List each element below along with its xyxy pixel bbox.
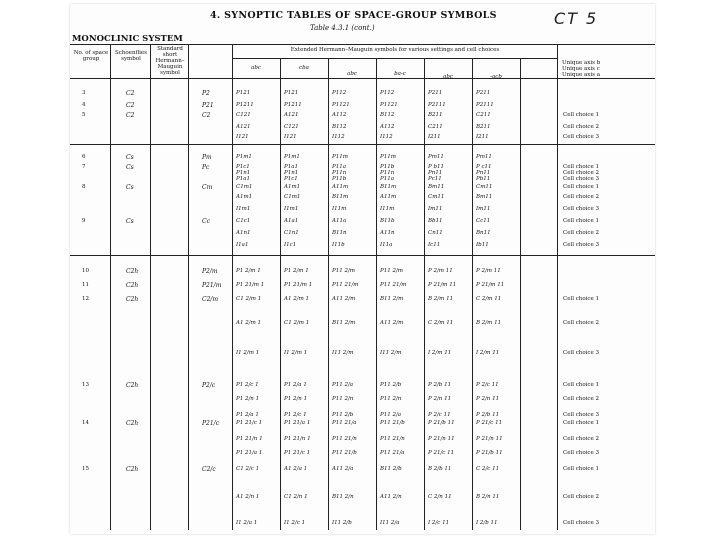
hm-symbol-cell: P11 21/n — [380, 436, 405, 442]
setting-header: abc — [443, 74, 453, 80]
cell-choice-label: Cell choice 1 — [563, 420, 600, 426]
hm-symbol-cell: Pb11 — [476, 176, 491, 182]
hm-symbol-cell: Im11 — [428, 206, 443, 212]
hm-symbol-cell: Pn11 — [428, 170, 443, 176]
hm-symbol-cell: B 2/b 11 — [428, 466, 452, 472]
hm-symbol-cell: A11 2/n — [380, 494, 402, 500]
hm-symbol-cell: P1m1 — [284, 154, 300, 160]
cell-choice-label: Cell choice 1 — [563, 112, 600, 118]
schoenflies-symbol: C2h — [126, 296, 139, 303]
hm-symbol-cell: A11n — [380, 230, 395, 236]
column-divider — [328, 58, 329, 530]
hm-symbol-cell: P1 21/m 1 — [236, 282, 265, 288]
standard-symbol: Cm — [202, 184, 213, 191]
schoenflies-symbol: Cs — [126, 154, 134, 161]
handwritten-note: CT 5 — [554, 9, 599, 28]
hm-symbol-cell: I11a — [380, 242, 393, 248]
hm-symbol-cell: P1 21/c 1 — [236, 420, 263, 426]
column-header-standard: Standard short Hermann–Mauguin symbol — [155, 46, 185, 76]
cell-choice-label: Cell choice 2 — [563, 194, 600, 200]
hm-symbol-cell: P c11 — [476, 164, 492, 170]
hm-symbol-cell: P 2/n 11 — [428, 396, 452, 402]
hm-symbol-cell: P11 21/b — [380, 420, 405, 426]
hm-symbol-cell: I1m1 — [284, 206, 299, 212]
hm-symbol-cell: Pc11 — [428, 176, 442, 182]
hm-symbol-cell: Bb11 — [428, 218, 443, 224]
hm-symbol-cell: I1 2/a 1 — [236, 520, 258, 526]
hm-symbol-cell: I11 2/a — [380, 520, 400, 526]
hm-symbol-cell: P 21/b 11 — [428, 420, 455, 426]
hm-symbol-cell: P1 21/n 1 — [284, 436, 311, 442]
hm-symbol-cell: A11 2/m — [380, 320, 404, 326]
space-group-number: 5 — [82, 112, 86, 118]
hm-symbol-cell: P1m1 — [236, 154, 252, 160]
cell-choice-label: Cell choice 1 — [563, 164, 600, 170]
hm-symbol-cell: P11a — [332, 164, 346, 170]
hm-symbol-cell: A1 2/m 1 — [284, 296, 310, 302]
unique-axis-label: Unique axis c — [562, 66, 600, 72]
hm-symbol-cell: C 2/m 11 — [476, 296, 502, 302]
schoenflies-symbol: Cs — [126, 184, 134, 191]
hm-symbol-cell: B11m — [332, 194, 349, 200]
column-divider — [424, 58, 425, 530]
hm-symbol-cell: I1 2/c 1 — [284, 520, 306, 526]
hm-symbol-cell: A1n1 — [236, 230, 251, 236]
unique-axis-label: Unique axis b — [562, 60, 601, 66]
space-group-number: 10 — [82, 268, 89, 274]
hm-symbol-cell: P1 21/a 1 — [284, 420, 311, 426]
hm-symbol-cell: A1 2/n 1 — [236, 494, 260, 500]
hm-symbol-cell: A112 — [380, 124, 395, 130]
hm-symbol-cell: B211 — [428, 112, 443, 118]
hm-symbol-cell: P 21/n 11 — [428, 436, 455, 442]
hm-symbol-cell: B11m — [380, 184, 397, 190]
standard-symbol: C2/c — [202, 466, 216, 473]
hm-symbol-cell: P11b — [380, 164, 395, 170]
cell-choice-label: Cell choice 2 — [563, 124, 600, 130]
hm-symbol-cell: P11 21/a — [332, 420, 357, 426]
hm-symbol-cell: P11n — [380, 170, 395, 176]
hm-symbol-cell: C1 2/m 1 — [284, 320, 310, 326]
hm-symbol-cell: P11n — [332, 170, 347, 176]
hm-symbol-cell: B 2/m 11 — [476, 320, 502, 326]
hm-symbol-cell: P1a1 — [284, 164, 298, 170]
cell-choice-label: Cell choice 1 — [563, 466, 600, 472]
standard-symbol: C2 — [202, 112, 211, 119]
column-divider — [280, 58, 281, 530]
column-divider — [232, 44, 233, 530]
schoenflies-symbol: C2h — [126, 466, 139, 473]
hm-symbol-cell: A1a1 — [284, 218, 299, 224]
standard-symbol: C2/m — [202, 296, 219, 303]
cell-choice-label: Cell choice 2 — [563, 230, 600, 236]
space-group-number: 14 — [82, 420, 89, 426]
hm-symbol-cell: I 2/b 11 — [476, 520, 498, 526]
hm-symbol-cell: P1 2/m 1 — [236, 268, 261, 274]
hm-symbol-cell: P 21/b 11 — [476, 450, 503, 456]
cell-choice-label: Cell choice 3 — [563, 520, 600, 526]
hm-symbol-cell: P11 21/m — [332, 282, 359, 288]
column-divider — [150, 44, 151, 530]
schoenflies-symbol: C2 — [126, 102, 135, 109]
hm-symbol-cell: P1 21/n 1 — [236, 436, 263, 442]
space-group-number: 8 — [82, 184, 86, 190]
hm-symbol-cell: A11 2/a — [332, 466, 354, 472]
hm-symbol-cell: P 2/b 11 — [428, 382, 452, 388]
hm-symbol-cell: Pm11 — [476, 154, 492, 160]
cell-choice-label: Cell choice 3 — [563, 134, 600, 140]
hm-symbol-cell: A1 2/m 1 — [236, 320, 262, 326]
hm-symbol-cell: P1c1 — [284, 176, 298, 182]
hm-symbol-cell: P2111 — [476, 102, 494, 108]
hm-symbol-cell: A11m — [332, 184, 349, 190]
cell-choice-label: Cell choice 2 — [563, 494, 600, 500]
hm-symbol-cell: P1 2/n 1 — [284, 396, 308, 402]
hm-symbol-cell: B11b — [380, 218, 395, 224]
hm-symbol-cell: B11 2/m — [380, 296, 404, 302]
space-group-number: 7 — [82, 164, 86, 170]
hm-symbol-cell: I 2/c 11 — [428, 520, 450, 526]
hm-symbol-cell: P 2/c 11 — [428, 412, 451, 418]
hm-symbol-cell: P11m — [380, 154, 396, 160]
hm-symbol-cell: Im11 — [476, 206, 491, 212]
hm-symbol-cell: A1 2/a 1 — [284, 466, 308, 472]
schoenflies-symbol: Cs — [126, 164, 134, 171]
hm-symbol-cell: P11 2/b — [332, 412, 354, 418]
column-divider — [472, 58, 473, 530]
hm-symbol-cell: P 2/c 11 — [476, 382, 499, 388]
hm-symbol-cell: I11 2/m — [380, 350, 402, 356]
schoenflies-symbol: C2h — [126, 420, 139, 427]
hm-symbol-cell: I11 2/b — [332, 520, 352, 526]
hm-symbol-cell: Cn11 — [428, 230, 443, 236]
schoenflies-symbol: Cs — [126, 218, 134, 225]
hm-symbol-cell: C1c1 — [236, 218, 251, 224]
space-group-number: 13 — [82, 382, 89, 388]
hm-symbol-cell: P1121 — [380, 102, 398, 108]
hm-symbol-cell: Cc11 — [476, 218, 491, 224]
hm-symbol-cell: P11b — [332, 176, 347, 182]
unique-axis-label: Unique axis a — [562, 72, 600, 78]
space-group-number: 4 — [82, 102, 86, 108]
hm-symbol-cell: Pn11 — [476, 170, 491, 176]
hm-symbol-cell: P11 2/m — [332, 268, 356, 274]
hm-symbol-cell: I121 — [284, 134, 297, 140]
hm-symbol-cell: I11 2/m — [332, 350, 354, 356]
hm-symbol-cell: A121 — [284, 112, 299, 118]
column-header-number: No. of space group — [73, 50, 109, 62]
hm-symbol-cell: P1 2/a 1 — [236, 412, 259, 418]
hm-symbol-cell: B11 2/n — [332, 494, 354, 500]
column-header-schoenflies: Schoenflies symbol — [114, 50, 147, 62]
cell-choice-label: Cell choice 2 — [563, 170, 600, 176]
hm-symbol-cell: I1 2/m 1 — [236, 350, 260, 356]
hm-symbol-cell: P1121 — [332, 102, 350, 108]
hm-symbol-cell: C211 — [428, 124, 443, 130]
cell-choice-label: Cell choice 3 — [563, 350, 600, 356]
hm-symbol-cell: P11a — [380, 176, 394, 182]
hm-symbol-cell: P1 2/c 1 — [284, 412, 307, 418]
hm-symbol-cell: B11 2/b — [380, 466, 402, 472]
hm-symbol-cell: Bm11 — [476, 194, 493, 200]
table-top-rule — [70, 44, 655, 45]
setting-header: ba-c — [394, 71, 406, 77]
hm-symbol-cell: P1211 — [236, 102, 254, 108]
hm-symbol-cell: P211 — [476, 90, 491, 96]
hm-symbol-cell: P1 2/m 1 — [284, 268, 309, 274]
schoenflies-symbol: C2 — [126, 90, 135, 97]
hm-symbol-cell: P1 21/c 1 — [284, 450, 311, 456]
space-group-number: 15 — [82, 466, 89, 472]
hm-symbol-cell: P11 2/n — [380, 396, 402, 402]
space-group-number: 3 — [82, 90, 86, 96]
hm-symbol-cell: P112 — [380, 90, 395, 96]
hm-symbol-cell: P 21/c 11 — [428, 450, 455, 456]
hm-symbol-cell: A1m1 — [284, 184, 301, 190]
hm-symbol-cell: I11b — [332, 242, 345, 248]
standard-symbol: P2 — [202, 90, 210, 97]
schoenflies-symbol: C2 — [126, 112, 135, 119]
system-heading: MONOCLINIC SYSTEM — [72, 34, 183, 44]
cell-choice-label: Cell choice 3 — [563, 412, 600, 418]
hm-symbol-cell: C 2/n 11 — [428, 494, 452, 500]
hm-symbol-cell: P211 — [428, 90, 443, 96]
standard-symbol: Cc — [202, 218, 210, 225]
hm-symbol-cell: I 2/m 11 — [476, 350, 500, 356]
hm-symbol-cell: P11 2/a — [332, 382, 354, 388]
section-rule — [70, 144, 655, 145]
hm-symbol-cell: Cm11 — [476, 184, 493, 190]
hm-symbol-cell: I1c1 — [284, 242, 297, 248]
hm-symbol-cell: B11n — [332, 230, 347, 236]
space-group-number: 11 — [82, 282, 89, 288]
hm-symbol-cell: C1 2/c 1 — [236, 466, 260, 472]
hm-symbol-cell: P 2/b 11 — [476, 412, 500, 418]
standard-symbol: Pc — [202, 164, 210, 171]
schoenflies-symbol: C2h — [126, 282, 139, 289]
setting-header: abc — [251, 65, 261, 71]
hm-symbol-cell: Pm11 — [428, 154, 444, 160]
hm-symbol-cell: A11 2/m — [332, 296, 356, 302]
cell-choice-label: Cell choice 1 — [563, 218, 600, 224]
hm-symbol-cell: A112 — [332, 112, 347, 118]
section-rule — [70, 255, 655, 256]
hm-symbol-cell: P1 21/a 1 — [236, 450, 263, 456]
hm-symbol-cell: P121 — [284, 90, 299, 96]
hm-symbol-cell: C1 2/m 1 — [236, 296, 262, 302]
hm-symbol-cell: P 21/n 11 — [476, 436, 503, 442]
hm-symbol-cell: I1m1 — [236, 206, 251, 212]
hm-symbol-cell: P11m — [332, 154, 348, 160]
space-group-number: 12 — [82, 296, 89, 302]
header-bottom-rule — [70, 78, 655, 79]
hm-symbol-cell: P11 2/a — [380, 412, 402, 418]
hm-symbol-cell: P1 21/m 1 — [284, 282, 313, 288]
cell-choice-label: Cell choice 2 — [563, 396, 600, 402]
cell-choice-label: Cell choice 3 — [563, 450, 600, 456]
hm-symbol-cell: P121 — [236, 90, 251, 96]
hm-symbol-cell: A11m — [380, 194, 397, 200]
hm-symbol-cell: C 2/c 11 — [476, 466, 500, 472]
page-header-title: 4. SYNOPTIC TABLES OF SPACE-GROUP SYMBOLS — [210, 10, 497, 21]
space-group-number: 6 — [82, 154, 86, 160]
standard-symbol: P2/m — [202, 268, 218, 275]
hm-symbol-cell: Bm11 — [428, 184, 445, 190]
hm-symbol-cell: P1 2/a 1 — [284, 382, 307, 388]
schoenflies-symbol: C2h — [126, 268, 139, 275]
hm-symbol-cell: I11m — [332, 206, 347, 212]
hm-symbol-cell: I211 — [428, 134, 441, 140]
hm-symbol-cell: C1 2/n 1 — [284, 494, 308, 500]
column-divider — [520, 58, 521, 530]
column-divider — [188, 44, 189, 530]
hm-symbol-cell: I211 — [476, 134, 489, 140]
standard-symbol: P21/m — [202, 282, 222, 289]
hm-symbol-cell: P11 2/m — [380, 268, 404, 274]
hm-symbol-cell: C1n1 — [284, 230, 299, 236]
extended-header-rule — [232, 58, 557, 59]
hm-symbol-cell: P 2/n 11 — [476, 396, 500, 402]
space-group-number: 9 — [82, 218, 86, 224]
column-divider — [110, 44, 111, 530]
column-divider — [557, 44, 558, 530]
hm-symbol-cell: A121 — [236, 124, 251, 130]
standard-symbol: P21/c — [202, 420, 220, 427]
hm-symbol-cell: P1a1 — [236, 176, 250, 182]
hm-symbol-cell: P11 21/b — [332, 450, 357, 456]
hm-symbol-cell: B112 — [332, 124, 347, 130]
hm-symbol-cell: B211 — [476, 124, 491, 130]
hm-symbol-cell: I11m — [380, 206, 395, 212]
hm-symbol-cell: C1m1 — [284, 194, 301, 200]
hm-symbol-cell: C121 — [236, 112, 251, 118]
hm-symbol-cell: P 21/m 11 — [428, 282, 457, 288]
hm-symbol-cell: Bn11 — [476, 230, 491, 236]
cell-choice-label: Cell choice 1 — [563, 184, 600, 190]
setting-header: cba — [299, 65, 309, 71]
hm-symbol-cell: P 2/m 11 — [428, 268, 453, 274]
hm-symbol-cell: P11 2/n — [332, 396, 354, 402]
cell-choice-label: Cell choice 1 — [563, 296, 600, 302]
hm-symbol-cell: P112 — [332, 90, 347, 96]
hm-symbol-cell: P11 2/b — [380, 382, 402, 388]
hm-symbol-cell: C121 — [284, 124, 299, 130]
hm-symbol-cell: C 2/m 11 — [428, 320, 454, 326]
hm-symbol-cell: P1 2/n 1 — [236, 396, 260, 402]
cell-choice-label: Cell choice 3 — [563, 206, 600, 212]
hm-symbol-cell: I 2/m 11 — [428, 350, 452, 356]
standard-symbol: P2/c — [202, 382, 216, 389]
cell-choice-label: Cell choice 2 — [563, 320, 600, 326]
hm-symbol-cell: I112 — [380, 134, 393, 140]
hm-symbol-cell: P 2/m 11 — [476, 268, 501, 274]
hm-symbol-cell: C211 — [476, 112, 491, 118]
hm-symbol-cell: C1m1 — [236, 184, 253, 190]
hm-symbol-cell: P1 2/c 1 — [236, 382, 259, 388]
table-number: Table 4.3.1 (cont.) — [310, 24, 375, 32]
hm-symbol-cell: P1n1 — [284, 170, 299, 176]
hm-symbol-cell: I1a1 — [236, 242, 249, 248]
cell-choice-label: Cell choice 1 — [563, 382, 600, 388]
standard-symbol: Pm — [202, 154, 212, 161]
hm-symbol-cell: B 2/n 11 — [476, 494, 500, 500]
schoenflies-symbol: C2h — [126, 382, 139, 389]
hm-symbol-cell: Ic11 — [428, 242, 441, 248]
hm-symbol-cell: P 21/m 11 — [476, 282, 505, 288]
hm-symbol-cell: P1n1 — [236, 170, 251, 176]
column-divider — [376, 58, 377, 530]
hm-symbol-cell: P11 21/m — [380, 282, 407, 288]
cell-choice-label: Cell choice 3 — [563, 242, 600, 248]
cell-choice-label: Cell choice 3 — [563, 176, 600, 182]
setting-header: abc — [347, 71, 357, 77]
hm-symbol-cell: I121 — [236, 134, 249, 140]
hm-symbol-cell: Ib11 — [476, 242, 489, 248]
hm-symbol-cell: B11 2/m — [332, 320, 356, 326]
hm-symbol-cell: A11a — [332, 218, 347, 224]
hm-symbol-cell: I112 — [332, 134, 345, 140]
column-header-extended: Extended Hermann–Mauguin symbols for various settings and cell choices — [290, 47, 500, 53]
hm-symbol-cell: B112 — [380, 112, 395, 118]
hm-symbol-cell: P1211 — [284, 102, 302, 108]
hm-symbol-cell: P11 21/a — [380, 450, 405, 456]
hm-symbol-cell: P2111 — [428, 102, 446, 108]
hm-symbol-cell: P11 21/n — [332, 436, 357, 442]
hm-symbol-cell: P1c1 — [236, 164, 250, 170]
scanned-page — [70, 4, 655, 534]
hm-symbol-cell: A1m1 — [236, 194, 253, 200]
hm-symbol-cell: P 21/c 11 — [476, 420, 503, 426]
hm-symbol-cell: P b11 — [428, 164, 444, 170]
standard-symbol: P21 — [202, 102, 214, 109]
setting-header: -acb — [490, 74, 502, 80]
hm-symbol-cell: I1 2/m 1 — [284, 350, 308, 356]
cell-choice-label: Cell choice 2 — [563, 436, 600, 442]
hm-symbol-cell: B 2/m 11 — [428, 296, 454, 302]
hm-symbol-cell: Cm11 — [428, 194, 445, 200]
